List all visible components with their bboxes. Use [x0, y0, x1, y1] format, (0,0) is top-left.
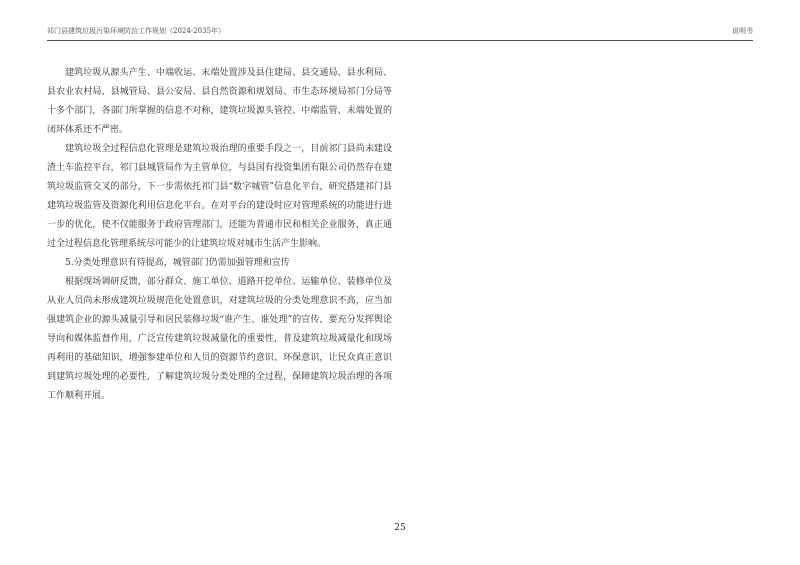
body-paragraph: 建筑垃圾全过程信息化管理是建筑垃圾治理的重要手段之一，目前祁门县尚未建设渣土车监控平台，祁门县城管局作为主管单位，与县国有投资集团有限公司仍然存在建筑垃圾监管交叉的部分，下一步需依托祁门县“数字城管”信息化平台，研究搭建祁门县建筑垃圾监管及资源化利用信息化平台。在对平台的建设时应对管理系统的功能进行进一步的优化，使不仅能服务于政府管理部门，还能为普通市民和相关企业服务，真正通过全过程信息化管理系统尽可能少的让建筑垃圾对城市生活产生影响。: [47, 144, 392, 249]
document-section-label: 说明书: [732, 27, 753, 35]
section-heading: 5.分类处理意识有待提高，城管部门仍需加强管理和宣传: [65, 258, 290, 268]
page-number: 25: [394, 523, 406, 533]
page-header: [47, 26, 753, 41]
document-title: 祁门县建筑垃圾污染环境防治工作规划（2024-2035年）: [47, 27, 225, 35]
document-body: [47, 64, 392, 406]
body-paragraph: 建筑垃圾从源头产生、中端收运、末端处置涉及县住建局、县交通局、县水利局、县农业农村局、县城管局、县公安局、县自然资源和规划局、市生态环境局祁门分局等十多个部门，各部门所掌握的信息不对称，建筑垃圾源头管控、中端监管、末端处置的闭环体系还不严密。: [47, 68, 392, 135]
body-paragraph: 根据现场调研反馈，部分群众、施工单位、道路开挖单位、运输单位、装修单位及从业人员尚未形成建筑垃圾规范化处置意识，对建筑垃圾的分类处理意识不高，应当加强建筑企业的源头减量引导和居民装修垃圾“谁产生、谁处理”的宣传，要充分发挥舆论导向和媒体监督作用，广泛宣传建筑垃圾减量化的重要性，普及建筑垃圾减量化和现场再利用的基础知识，增强参建单位和人员的资源节约意识、环保意识，让民众真正意识到建筑垃圾处理的必要性，了解建筑垃圾分类处理的全过程，保障建筑垃圾治理的各项工作顺利开展。: [47, 277, 392, 401]
